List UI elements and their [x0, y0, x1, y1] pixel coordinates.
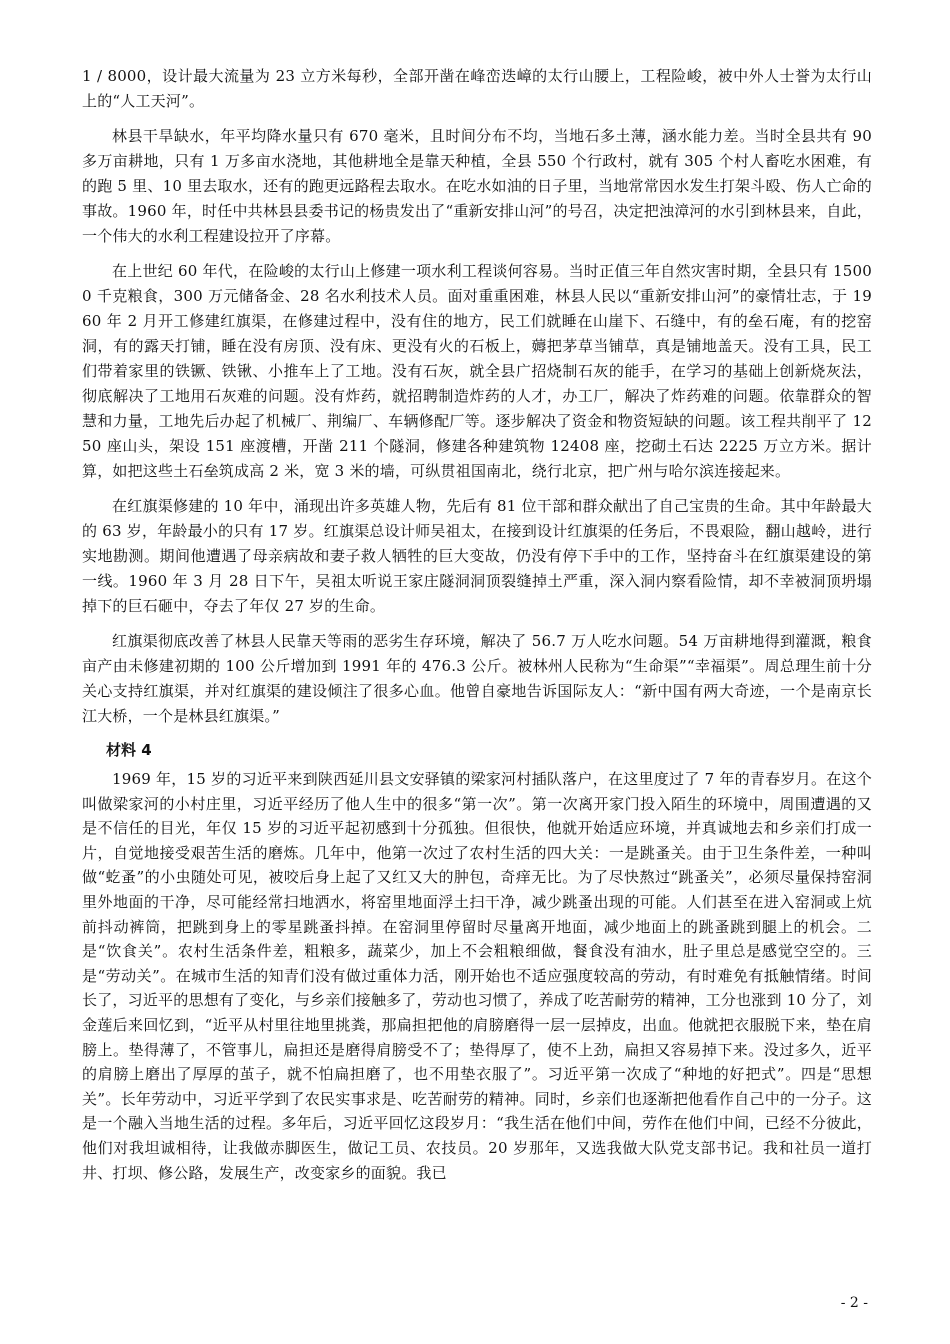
paragraph-heroes: 在红旗渠修建的 10 年中，涌现出许多英雄人物，先后有 81 位干部和群众献出了自己宝贵的生命。其中年龄最大的 63 岁，年龄最小的只有 17 岁。红旗渠总设计师吴祖太，在接到设计红旗渠的任务后，不畏艰险，翻山越岭，进行实地勘测。期间他遭遇了母亲病故和妻子救人牺牲的巨大变故，仍没有停下手中的工作，坚持奋斗在红旗渠建设的第一线。1960 年 3 月 28 日下午，吴祖太听说王家庄隧洞洞顶裂缝掉土严重，深入洞内察看险情，却不幸被洞顶坍塌掉下的巨石砸中，夺去了年仅 27 岁的生命。 — [82, 497, 872, 615]
page-number: - 2 - — [840, 1295, 868, 1311]
paragraph-construction: 在上世纪 60 年代，在险峻的太行山上修建一项水利工程谈何容易。当时正值三年自然灾害时期，全县只有 15000 千克粮食，300 万元储备金、28 名水利技术人员。面对重重困难，林县人民以“重新安排山河”的豪情壮志，于 1960 年 2 月开工修建红旗渠，在修建过程中，没有住的地方，民工们就睡在山崖下、石缝中，有的垒石庵，有的挖窑洞，有的露天打铺，睡在没有房顶、没有床、更没有火的石板上，薅把茅草当铺草，真是铺地盖天。没有工具，民工们带着家里的铁镢、铁锹、小推车上了工地。没有石灰，就全县广招烧制石灰的能手，在学习的基础上创新烧灰法，彻底解决了工地用石灰难的问题。没有炸药，就招聘制造炸药的人才，办工厂，解决了炸药难的问题。依靠群众的智慧和力量，工地先后办起了机械厂、荆编厂、车辆修配厂等。逐步解决了资金和物资短缺的问题。该工程共削平了 1250 座山头，架设 151 座渡槽，开凿 211 个隧洞，修建各种建筑物 12408 座，挖砌土石达 2225 万立方米。据计算，如把这些土石垒筑成高 2 米，宽 3 米的墙，可纵贯祖国南北，绕行北京，把广州与哈尔滨连接起来。 — [82, 262, 872, 480]
paragraph-linxian-drought: 林县干旱缺水，年平均降水量只有 670 毫米，且时间分布不均，当地石多土薄，涵水能力差。当时全县共有 90 多万亩耕地，只有 1 万多亩水浇地，其他耕地全是靠天种植，全县 550 个行政村，就有 305 个村人畜吃水困难，有的跑 5 里、10 里去取水，还有的跑更远路程去取水。在吃水如油的日子里，当地常常因水发生打架斗殴、伤人亡命的事故。1960 年，时任中共林县县委书记的杨贵发出了“重新安排山河”的号召，决定把浊漳河的水引到林县来，自此，一个伟大的水利工程建设拉开了序幕。 — [82, 127, 872, 245]
paragraph-continuation: 1 / 8000，设计最大流量为 23 立方米每秒，全部开凿在峰峦迭嶂的太行山腰上，工程险峻，被中外人士誉为太行山上的“人工天河”。 — [82, 67, 872, 110]
paragraph-impact: 红旗渠彻底改善了林县人民靠天等雨的恶劣生存环境，解决了 56.7 万人吃水问题。54 万亩耕地得到灌溉，粮食亩产由未修建初期的 100 公斤增加到 1991 年的 476.3 公斤。被林州人民称为“生命渠”“幸福渠”。周总理生前十分关心支持红旗渠，并对红旗渠的建设倾注了很多心血。他曾自豪地告诉国际友人：“新中国有两大奇迹，一个是南京长江大桥，一个是林县红旗渠。” — [82, 632, 872, 725]
document-page — [82, 64, 872, 1195]
section-heading-material-4: 材料 4 — [106, 741, 152, 759]
paragraph-material-4: 1969 年，15 岁的习近平来到陕西延川县文安驿镇的梁家河村插队落户，在这里度过了 7 年的青春岁月。在这个叫做梁家河的小村庄里，习近平经历了他人生中的很多“第一次”。第一次离开家门投入陌生的环境中，周围遭遇的又是不信任的目光，年仅 15 岁的习近平起初感到十分孤独。但很快，他就开始适应环境，并真诚地去和乡亲们打成一片，自觉地接受艰苦生活的磨炼。几年中，他第一次过了农村生活的四大关：一是跳蚤关。由于卫生条件差，一种叫做“虼蚤”的小虫随处可见，被咬后身上起了又红又大的肿包，奇痒无比。为了尽快熬过“跳蚤关”，必须尽量保持窑洞里外地面的干净，尽可能经常扫地洒水，将窑里地面浮土扫干净，减少跳蚤出现的可能。人们甚至在进入窑洞或上炕前抖动裤筒，把跳到身上的零星跳蚤抖掉。在窑洞里停留时尽量离开地面，减少地面上的跳蚤跳到腿上的机会。二是“饮食关”。农村生活条件差，粗粮多，蔬菜少，加上不会粗粮细做，餐食没有油水，肚子里总是感觉空空的。三是“劳动关”。在城市生活的知青们没有做过重体力活，刚开始也不适应强度较高的劳动，有时难免有抵触情绪。时间长了，习近平的思想有了变化，与乡亲们接触多了，劳动也习惯了，养成了吃苦耐劳的精神，工分也涨到 10 分了，刘金莲后来回忆到，“近平从村里往地里挑粪，那扁担把他的肩膀磨得一层一层掉皮，出血。他就把衣服脱下来，垫在肩膀上。垫得薄了，不管事儿，扁担还是磨得肩膀受不了；垫得厚了，使不上劲，扁担又容易掉下来。没过多久，近平的肩膀上磨出了厚厚的茧子，就不怕扁担磨了，也不用垫衣服了”。习近平第一次成了“种地的好把式”。四是“思想关”。长年劳动中，习近平学到了农民实事求是、吃苦耐劳的精神。同时，乡亲们也逐渐把他看作自己中的一分子。这是一个融入当地生活的过程。多年后，习近平回忆这段岁月：“我生活在他们中间，劳作在他们中间，已经不分彼此，他们对我坦诚相待，让我做赤脚医生，做记工员、农技员。20 岁那年，又选我做大队党支部书记。我和社员一道打井、打坝、修公路，发展生产，改变家乡的面貌。我已 — [82, 770, 872, 1182]
